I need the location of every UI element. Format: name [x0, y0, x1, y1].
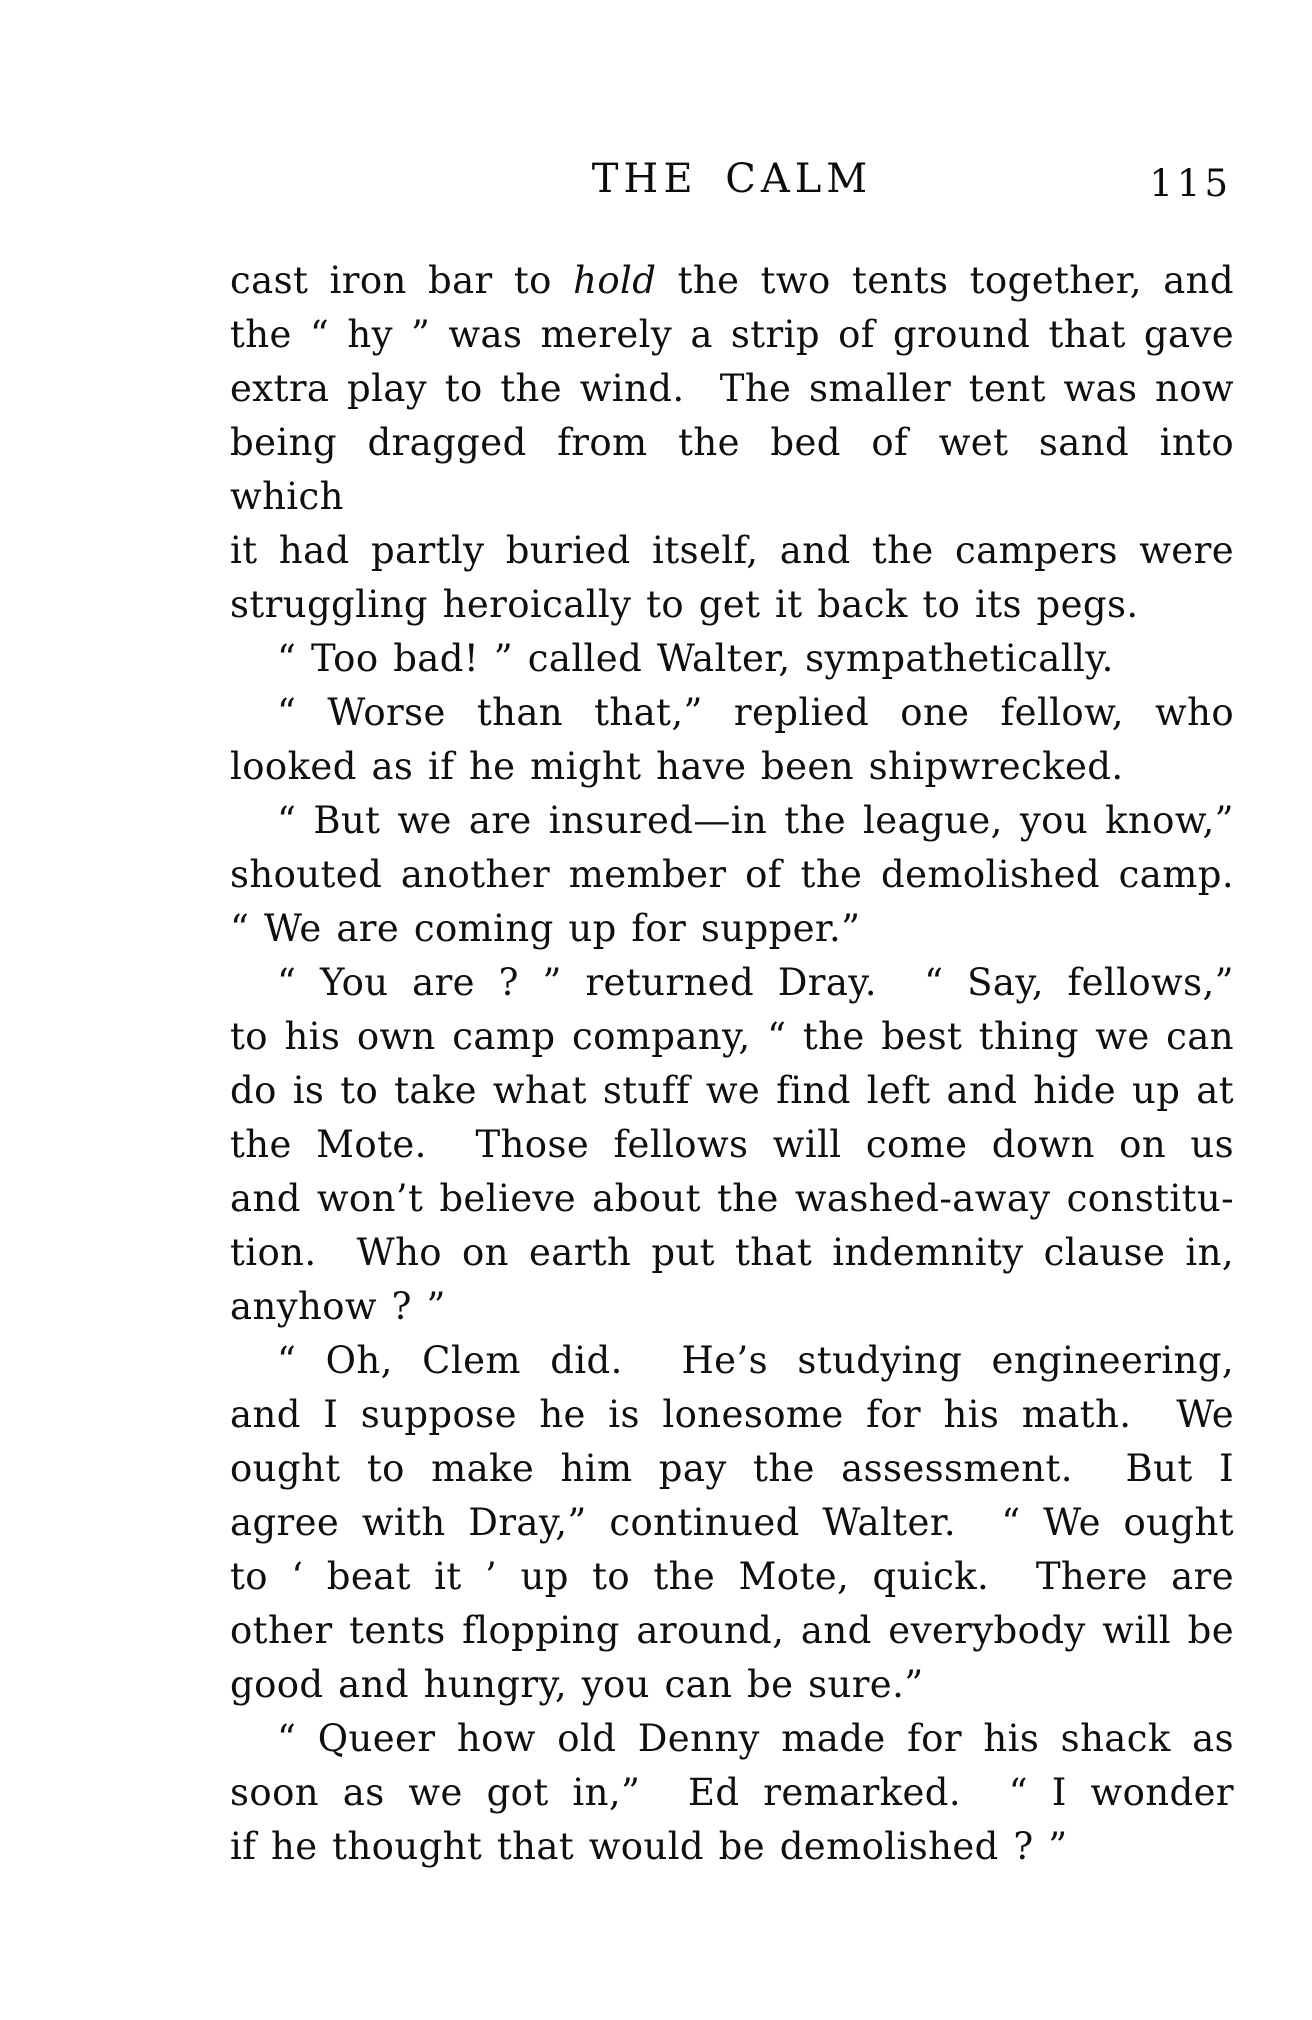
text-line [230, 740, 1234, 794]
text-line [230, 1226, 1234, 1280]
text-segment: other tents flopping around, and everybody will be [230, 1609, 1234, 1652]
text-segment: shouted another member of the demolished camp. [230, 853, 1234, 896]
text-line [230, 1496, 1234, 1550]
italic-text-segment: hold [573, 259, 657, 302]
text-segment: “ You are ? ” returned Dray. “ Say, fellows,” [277, 961, 1234, 1004]
text-segment: good and hungry, you can be sure.” [230, 1663, 924, 1706]
text-line [230, 1280, 1234, 1334]
text-segment: do is to take what stuff we find left and hide up at [230, 1069, 1234, 1112]
text-line [230, 902, 1234, 956]
running-title: THE CALM [591, 156, 873, 202]
body-text [230, 254, 1249, 1874]
text-segment: tion. Who on earth put that indemnity clause in, [230, 1231, 1234, 1274]
text-line [230, 1442, 1234, 1496]
text-line [230, 1118, 1234, 1172]
page-number: 115 [1149, 162, 1232, 205]
text-line [230, 308, 1234, 362]
text-segment: anyhow ? ” [230, 1285, 446, 1328]
text-line [230, 1766, 1234, 1820]
text-line [230, 1010, 1234, 1064]
text-segment: and I suppose he is lonesome for his math. We [230, 1393, 1234, 1436]
text-segment: “ Oh, Clem did. He’s studying engineering, [277, 1339, 1234, 1382]
text-line [230, 1820, 1234, 1874]
text-segment: if he thought that would be demolished ? ” [230, 1825, 1068, 1868]
text-segment: agree with Dray,” continued Walter. “ We ought [230, 1501, 1234, 1544]
text-segment: being dragged from the bed of wet sand into which [230, 421, 1249, 518]
text-line [230, 416, 1249, 524]
text-line [230, 686, 1234, 740]
text-segment: extra play to the wind. The smaller tent was now [230, 367, 1234, 410]
text-segment: “ Worse than that,” replied one fellow, who [277, 691, 1234, 734]
text-segment: it had partly buried itself, and the campers were [230, 529, 1234, 572]
text-line [230, 956, 1234, 1010]
text-line [230, 1334, 1234, 1388]
text-segment: the two tents together, and [656, 259, 1235, 302]
page-header [230, 156, 1234, 216]
text-line [230, 848, 1234, 902]
text-segment: struggling heroically to get it back to its pegs. [230, 583, 1139, 626]
text-line [230, 578, 1234, 632]
text-segment: looked as if he might have been shipwrecked. [230, 745, 1124, 788]
text-segment: cast iron bar to [230, 259, 574, 302]
text-line [230, 632, 1234, 686]
text-line [230, 524, 1234, 578]
text-line [230, 362, 1234, 416]
text-line [230, 254, 1234, 308]
text-segment: “ Queer how old Denny made for his shack as [277, 1717, 1234, 1760]
text-line [230, 794, 1234, 848]
text-segment: the “ hy ” was merely a strip of ground that gave [230, 313, 1234, 356]
text-segment: to ‘ beat it ’ up to the Mote, quick. There are [230, 1555, 1234, 1598]
text-segment: the Mote. Those fellows will come down on us [230, 1123, 1234, 1166]
text-line [230, 1712, 1234, 1766]
text-line [230, 1658, 1234, 1712]
text-line [230, 1064, 1234, 1118]
text-line [230, 1604, 1234, 1658]
text-segment: “ But we are insured—in the league, you know,” [277, 799, 1234, 842]
text-segment: “ We are coming up for supper.” [230, 907, 861, 950]
text-line [230, 1388, 1234, 1442]
text-line [230, 1172, 1234, 1226]
text-segment: soon as we got in,” Ed remarked. “ I wonder [230, 1771, 1234, 1814]
text-line [230, 1550, 1234, 1604]
text-segment: and won’t believe about the washed-away constitu- [230, 1177, 1234, 1220]
text-segment: “ Too bad! ” called Walter, sympathetically. [277, 637, 1114, 680]
text-segment: to his own camp company, “ the best thing we can [230, 1015, 1234, 1058]
text-segment: ought to make him pay the assessment. But I [230, 1447, 1234, 1490]
